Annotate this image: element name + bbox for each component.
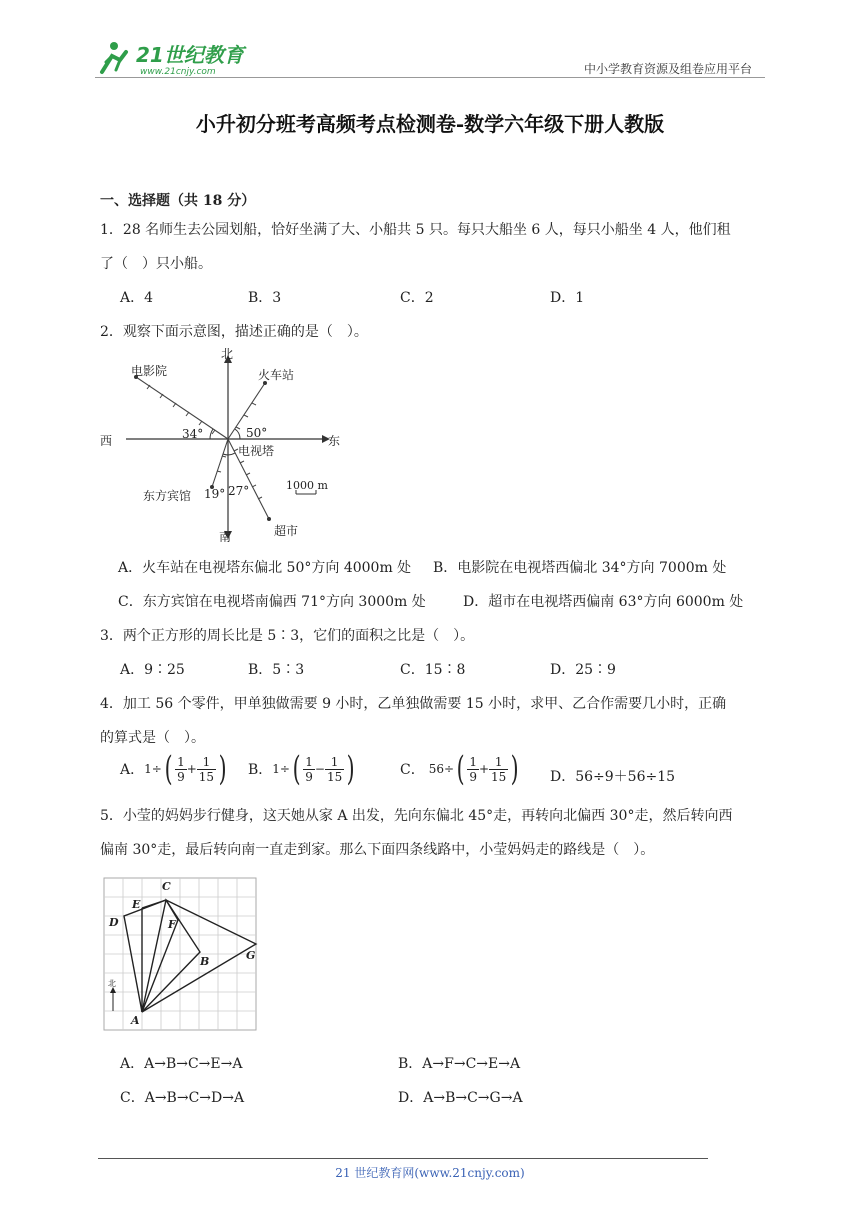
grid-point-f: F [168, 918, 176, 931]
label-cinema: 电影院 [131, 364, 168, 378]
q5-option-b[interactable]: B．A→F→C→E→A [398, 1056, 521, 1072]
site-logo [96, 38, 261, 78]
q1-text-line2: 了（ ）只小船。 [100, 256, 212, 272]
grid-point-d: D [109, 916, 119, 929]
q4-b-prefix: 1÷ [272, 762, 290, 776]
q5-text-line1: 5．小莹的妈妈步行健身，这天她从家 A 出发，先向东偏北 45°走，再转向北偏西 30°走，然后转向西 [100, 808, 733, 824]
q1-option-c[interactable]: C．2 [400, 290, 434, 306]
label-station: 火车站 [258, 368, 295, 382]
q4-b-label: B． [248, 762, 273, 778]
q3-option-d[interactable]: D．25∶9 [550, 662, 616, 678]
q4-option-b[interactable]: B． 1÷ ( $\frac{1}{9}$ − $\frac{1}{15}$ ) [248, 749, 355, 789]
label-market: 超市 [274, 524, 299, 538]
q5-text-line2: 偏南 30°走，最后转向南一直走到家。那么下面四条线路中，小莹妈妈走的路线是（ ）。 [100, 842, 655, 858]
q2-option-b[interactable]: B．电影院在电视塔西偏北 34°方向 7000m 处 [433, 560, 727, 576]
route-grid-figure [100, 876, 260, 1032]
q3-option-b[interactable]: B．5∶3 [248, 662, 305, 678]
grid-point-b: B [200, 955, 210, 968]
header-platform-text: 中小学教育资源及组卷应用平台 [583, 62, 752, 76]
direction-diagram [100, 345, 350, 545]
page-title: 小升初分班考高频考点检测卷-数学六年级下册人教版 [195, 112, 665, 136]
label-hotel: 东方宾馆 [143, 489, 192, 503]
footer-text[interactable]: 21 世纪教育网(www.21cnjy.com) [335, 1166, 525, 1180]
q3-option-a[interactable]: A．9∶25 [120, 662, 185, 678]
section-heading: 一、选择题（共 18 分） [100, 193, 256, 209]
label-west: 西 [100, 434, 113, 448]
q3-text-line1: 3．两个正方形的周长比是 5∶3，它们的面积之比是（ ）。 [100, 628, 475, 644]
q4-a-label: A． [120, 762, 145, 778]
label-angle-27: 27° [228, 484, 250, 498]
q5-option-c[interactable]: C．A→B→C→D→A [120, 1090, 245, 1106]
q5-option-a[interactable]: A．A→B→C→E→A [120, 1056, 243, 1072]
q4-c-label: C． [400, 762, 425, 778]
label-angle-19: 19° [204, 487, 226, 501]
label-east: 东 [328, 434, 341, 448]
logo-text: 21世纪教育 [136, 43, 244, 67]
q2-option-a[interactable]: A．火车站在电视塔东偏北 50°方向 4000m 处 [118, 560, 412, 576]
logo-url: www.21cnjy.com [140, 67, 216, 77]
label-angle-34: 34° [182, 427, 204, 441]
q1-text-line1: 1．28 名师生去公园划船，恰好坐满了大、小船共 5 只。每只大船坐 6 人，每只小船坐 4 人，他们租 [100, 222, 731, 238]
q1-option-a[interactable]: A．4 [120, 290, 154, 306]
grid-point-c: C [162, 880, 171, 893]
label-angle-50: 50° [246, 426, 268, 440]
q2-option-d[interactable]: D．超市在电视塔西偏南 63°方向 6000m 处 [463, 594, 744, 610]
q4-option-d[interactable]: D．56÷9＋56÷15 [550, 769, 676, 785]
label-north: 北 [221, 347, 234, 361]
q4-a-prefix: 1÷ [144, 762, 162, 776]
q2-text-line1: 2．观察下面示意图，描述正确的是（ ）。 [100, 324, 368, 340]
q4-text-line1: 4．加工 56 个零件，甲单独做需要 9 小时，乙单独做需要 15 小时，求甲、乙合作需要几小时，正确 [100, 696, 727, 712]
q4-option-a[interactable]: A． 1÷ ( $\frac{1}{9}$ + $\frac{1}{15}$ ) [120, 749, 227, 789]
footer-divider [98, 1158, 708, 1159]
q1-option-b[interactable]: B．3 [248, 290, 282, 306]
grid-point-e: E [132, 898, 141, 911]
q2-option-c[interactable]: C．东方宾馆在电视塔南偏西 71°方向 3000m 处 [118, 594, 426, 610]
q4-option-c[interactable]: C． 56÷ ( $\frac{1}{9}$ + $\frac{1}{15}$ ) [400, 749, 519, 789]
q3-option-c[interactable]: C．15∶8 [400, 662, 466, 678]
grid-point-a: A [131, 1014, 140, 1027]
grid-north-label: 北 [108, 979, 116, 988]
ray-hotel [212, 439, 228, 487]
label-tower: 电视塔 [238, 444, 275, 458]
grid-point-g: G [246, 949, 256, 962]
label-south: 南 [219, 530, 232, 544]
q4-text-line2: 的算式是（ ）。 [100, 730, 205, 746]
header-divider [95, 77, 765, 78]
q5-option-d[interactable]: D．A→B→C→G→A [398, 1090, 523, 1106]
q1-option-d[interactable]: D．1 [550, 290, 585, 306]
label-scale: 1000 m [286, 479, 328, 492]
q4-c-prefix: 56÷ [428, 762, 455, 776]
